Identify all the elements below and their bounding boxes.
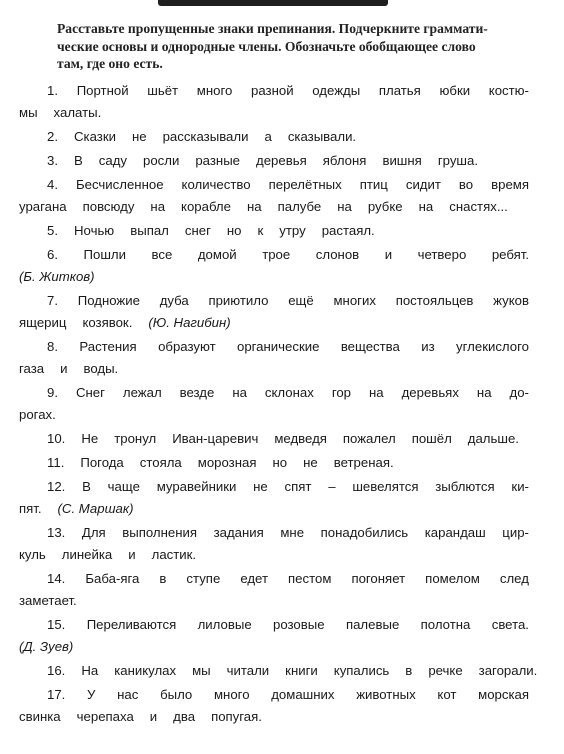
task-word: слонов bbox=[315, 247, 360, 262]
task-word: и bbox=[60, 361, 68, 376]
task-word: Подножие bbox=[77, 293, 140, 308]
task-word: вещества bbox=[340, 339, 400, 354]
task-word: разной bbox=[251, 83, 294, 98]
task-word: ящериц bbox=[19, 315, 67, 330]
task-word: воды. bbox=[83, 361, 119, 376]
task-word: вишня bbox=[382, 153, 422, 168]
task-word: яблоня bbox=[322, 153, 367, 168]
task-word: ластик. bbox=[151, 547, 197, 562]
task-word: задания bbox=[213, 525, 264, 540]
task-word: Портной bbox=[76, 83, 129, 98]
task-word: и bbox=[149, 709, 158, 724]
task-item bbox=[19, 614, 529, 658]
task-word: (С. Маршак) bbox=[57, 501, 134, 516]
task-item bbox=[19, 660, 538, 682]
task-word: ветреная. bbox=[333, 455, 394, 470]
task-word: заметает. bbox=[19, 593, 77, 608]
task-first-line bbox=[19, 174, 529, 196]
task-word: света. bbox=[491, 617, 529, 632]
task-word: Иван-царевич bbox=[172, 431, 259, 446]
task-item bbox=[19, 452, 529, 474]
task-first-line bbox=[19, 80, 529, 102]
task-word: Бесчисленное bbox=[76, 177, 164, 192]
task-item bbox=[19, 80, 529, 124]
task-line bbox=[19, 498, 529, 520]
task-item bbox=[19, 336, 529, 380]
task-word: Пошли bbox=[83, 247, 126, 262]
task-word: приютило bbox=[208, 293, 269, 308]
task-word: Не bbox=[81, 431, 99, 446]
task-word: читали bbox=[226, 663, 270, 678]
task-word: количество bbox=[181, 177, 251, 192]
task-word: В bbox=[82, 479, 91, 494]
task-word: Ночью bbox=[74, 223, 115, 238]
task-word: мы bbox=[192, 663, 211, 678]
task-word: в bbox=[405, 663, 413, 678]
task-number: 11. bbox=[47, 455, 65, 470]
task-number: 3. bbox=[47, 153, 58, 168]
task-word: – bbox=[328, 479, 336, 494]
task-word: перелётных bbox=[268, 177, 342, 192]
task-line bbox=[19, 636, 529, 658]
task-word: груша. bbox=[437, 153, 478, 168]
task-word: У bbox=[87, 687, 96, 702]
task-word: растаял. bbox=[321, 223, 375, 238]
task-word: деревья bbox=[256, 153, 307, 168]
task-word: пят. bbox=[19, 501, 42, 516]
task-word: Переливаются bbox=[86, 617, 177, 632]
task-word: каникулах bbox=[114, 663, 177, 678]
task-number: 13. bbox=[47, 525, 66, 540]
task-first-line bbox=[19, 428, 529, 450]
instructions-line: там, где оно есть. bbox=[57, 56, 163, 71]
task-number: 5. bbox=[47, 223, 58, 238]
task-line bbox=[19, 312, 529, 334]
task-word: лиловые bbox=[197, 617, 252, 632]
task-number: 16. bbox=[47, 663, 66, 678]
task-word: сказывали. bbox=[287, 129, 357, 144]
task-word: везде bbox=[179, 385, 215, 400]
task-word: во bbox=[458, 177, 474, 192]
task-first-line bbox=[19, 220, 529, 242]
task-word: свинка bbox=[19, 709, 61, 724]
task-word: на bbox=[476, 385, 492, 400]
task-word: образуют bbox=[158, 339, 216, 354]
task-word: выпал bbox=[130, 223, 169, 238]
task-word: кот bbox=[437, 687, 457, 702]
task-word: платья bbox=[378, 83, 421, 98]
task-word: не bbox=[253, 479, 268, 494]
task-word: лежал bbox=[122, 385, 162, 400]
task-word: на bbox=[232, 385, 247, 400]
task-word: домой bbox=[197, 247, 237, 262]
task-number: 12. bbox=[47, 479, 66, 494]
task-word: пестом bbox=[288, 571, 332, 586]
task-word: линейка bbox=[61, 547, 113, 562]
task-word: едет bbox=[240, 571, 268, 586]
task-line bbox=[19, 358, 529, 380]
task-item bbox=[19, 382, 529, 426]
task-word: деревьях bbox=[401, 385, 459, 400]
task-word: стояла bbox=[139, 455, 182, 470]
task-first-line bbox=[19, 614, 529, 636]
task-word: органические bbox=[236, 339, 320, 354]
instructions-line: Расставьте пропущенные знаки препинания. Подчеркните граммати- bbox=[57, 21, 488, 36]
task-item bbox=[19, 220, 529, 242]
task-word: Снег bbox=[75, 385, 105, 400]
task-word: постояльцев bbox=[395, 293, 474, 308]
instructions-line: ческие основы и однородные члены. Обозначьте обобщающее слово bbox=[57, 38, 476, 54]
task-word: и bbox=[128, 547, 136, 562]
task-word: Сказки bbox=[74, 129, 116, 144]
task-number: 7. bbox=[47, 293, 58, 308]
task-word: халаты. bbox=[53, 105, 102, 120]
task-word: куль bbox=[19, 547, 46, 562]
task-word: все bbox=[151, 247, 173, 262]
task-first-line bbox=[19, 522, 529, 544]
task-word: купались bbox=[333, 663, 390, 678]
task-word: палубе bbox=[277, 199, 322, 214]
task-word: но bbox=[226, 223, 242, 238]
task-number: 2. bbox=[47, 129, 58, 144]
task-word: Для bbox=[81, 525, 106, 540]
task-line bbox=[19, 102, 529, 124]
task-line bbox=[19, 266, 529, 288]
task-word: морская bbox=[478, 687, 529, 702]
task-word: книги bbox=[285, 663, 318, 678]
task-number: 9. bbox=[47, 385, 58, 400]
task-word: морозная bbox=[197, 455, 257, 470]
task-number: 6. bbox=[47, 247, 58, 262]
task-item bbox=[19, 568, 529, 612]
task-first-line bbox=[19, 382, 529, 404]
task-word: выполнения bbox=[122, 525, 198, 540]
task-number: 10. bbox=[47, 431, 66, 446]
task-word: пошёл bbox=[411, 431, 452, 446]
task-word: до- bbox=[509, 385, 529, 400]
task-word: На bbox=[81, 663, 99, 678]
exercise-list bbox=[19, 80, 538, 730]
task-word: шьёт bbox=[147, 83, 179, 98]
task-line bbox=[19, 196, 529, 218]
task-item bbox=[19, 522, 529, 566]
task-word: мне bbox=[280, 525, 305, 540]
task-word: понадобились bbox=[320, 525, 409, 540]
task-word: из bbox=[421, 339, 435, 354]
task-item bbox=[19, 244, 529, 288]
task-first-line bbox=[19, 150, 529, 172]
task-word: муравейники bbox=[156, 479, 237, 494]
task-word: карандаш bbox=[424, 525, 486, 540]
task-word: четверо bbox=[417, 247, 467, 262]
task-word: след bbox=[499, 571, 529, 586]
task-word: тронул bbox=[114, 431, 157, 446]
task-word: чаще bbox=[107, 479, 140, 494]
task-word: В bbox=[74, 153, 83, 168]
task-line bbox=[19, 544, 529, 566]
task-word: речке bbox=[428, 663, 463, 678]
task-word: помелом bbox=[425, 571, 480, 586]
task-first-line bbox=[19, 684, 529, 706]
task-word: склонах bbox=[264, 385, 314, 400]
exercise-instructions bbox=[57, 20, 527, 73]
task-word: костю- bbox=[488, 83, 529, 98]
task-word: попугая. bbox=[211, 709, 262, 724]
task-number: 14. bbox=[47, 571, 66, 586]
task-word: Баба-яга bbox=[85, 571, 140, 586]
task-first-line bbox=[19, 336, 529, 358]
task-first-line bbox=[19, 568, 529, 590]
task-word: трое bbox=[262, 247, 291, 262]
task-word: спят bbox=[284, 479, 312, 494]
task-word: одежды bbox=[312, 83, 361, 98]
task-first-line bbox=[19, 290, 529, 312]
task-word: росли bbox=[143, 153, 180, 168]
task-number: 8. bbox=[47, 339, 58, 354]
task-word: к bbox=[257, 223, 264, 238]
task-first-line bbox=[19, 476, 529, 498]
task-word: в bbox=[159, 571, 167, 586]
task-word: гор bbox=[331, 385, 352, 400]
task-word: цир- bbox=[502, 525, 529, 540]
task-word: на bbox=[246, 199, 262, 214]
task-word: много bbox=[196, 83, 233, 98]
task-word: юбки bbox=[439, 83, 471, 98]
task-word: много bbox=[213, 687, 250, 702]
task-word: козявок. bbox=[82, 315, 133, 330]
task-word: было bbox=[160, 687, 193, 702]
task-word: погоняет bbox=[351, 571, 406, 586]
task-word: ки- bbox=[511, 479, 529, 494]
task-word: шевелятся bbox=[352, 479, 419, 494]
task-word: не bbox=[303, 455, 318, 470]
task-word: розовые bbox=[273, 617, 325, 632]
task-word: полотна bbox=[420, 617, 471, 632]
task-word: дальше. bbox=[467, 431, 519, 446]
task-word: ещё bbox=[288, 293, 314, 308]
task-word: разные bbox=[195, 153, 241, 168]
task-word: жуков bbox=[493, 293, 529, 308]
task-first-line bbox=[19, 452, 529, 474]
task-number: 1. bbox=[47, 83, 58, 98]
task-word: саду bbox=[98, 153, 128, 168]
task-word: мы bbox=[19, 105, 38, 120]
section-header-bar bbox=[158, 0, 388, 6]
task-word: палевые bbox=[345, 617, 400, 632]
task-line bbox=[19, 590, 529, 612]
task-word: ребят. bbox=[491, 247, 529, 262]
task-word: зыблются bbox=[435, 479, 495, 494]
task-word: время bbox=[491, 177, 529, 192]
task-word: ступе bbox=[186, 571, 221, 586]
task-first-line bbox=[19, 244, 529, 266]
task-word: сидит bbox=[405, 177, 441, 192]
task-item bbox=[19, 428, 529, 450]
task-word: и bbox=[384, 247, 393, 262]
task-word: медведя bbox=[274, 431, 327, 446]
task-item bbox=[19, 126, 529, 148]
task-word: на bbox=[337, 199, 352, 214]
task-word: рогах. bbox=[19, 407, 56, 422]
task-word: рассказывали bbox=[162, 129, 249, 144]
task-word: загорали. bbox=[478, 663, 538, 678]
task-word: Погода bbox=[80, 455, 124, 470]
task-word: на bbox=[418, 199, 434, 214]
task-word: черепаха bbox=[76, 709, 134, 724]
task-word: Растения bbox=[79, 339, 137, 354]
task-word: корабле bbox=[181, 199, 231, 214]
task-word: (Б. Житков) bbox=[19, 269, 95, 284]
task-item bbox=[19, 150, 529, 172]
task-number: 15. bbox=[47, 617, 66, 632]
task-word: газа bbox=[19, 361, 45, 376]
task-word: рубке bbox=[367, 199, 403, 214]
task-word: два bbox=[173, 709, 196, 724]
task-line bbox=[19, 706, 529, 728]
task-word: на bbox=[150, 199, 166, 214]
task-item bbox=[19, 476, 529, 520]
task-word: снастях... bbox=[449, 199, 508, 214]
task-word: а bbox=[264, 129, 272, 144]
task-word: но bbox=[272, 455, 288, 470]
task-word: многих bbox=[333, 293, 376, 308]
task-word: (Д. Зуев) bbox=[19, 639, 74, 654]
task-word: животных bbox=[356, 687, 416, 702]
task-word: нас bbox=[117, 687, 139, 702]
task-item bbox=[19, 290, 529, 334]
task-item bbox=[19, 174, 529, 218]
task-word: на bbox=[369, 385, 384, 400]
task-word: урагана bbox=[19, 199, 67, 214]
task-word: (Ю. Нагибин) bbox=[148, 315, 231, 330]
task-line bbox=[19, 404, 529, 426]
task-word: птиц bbox=[359, 177, 388, 192]
task-first-line bbox=[19, 660, 538, 682]
task-word: домашних bbox=[271, 687, 335, 702]
task-number: 17. bbox=[47, 687, 66, 702]
task-number: 4. bbox=[47, 177, 58, 192]
task-word: дуба bbox=[159, 293, 189, 308]
task-word: повсюду bbox=[82, 199, 135, 214]
task-word: углекислого bbox=[456, 339, 529, 354]
task-word: утру bbox=[279, 223, 306, 238]
task-word: не bbox=[131, 129, 147, 144]
task-first-line bbox=[19, 126, 529, 148]
task-word: пожалел bbox=[342, 431, 396, 446]
task-word: снег bbox=[184, 223, 211, 238]
task-item bbox=[19, 684, 529, 728]
